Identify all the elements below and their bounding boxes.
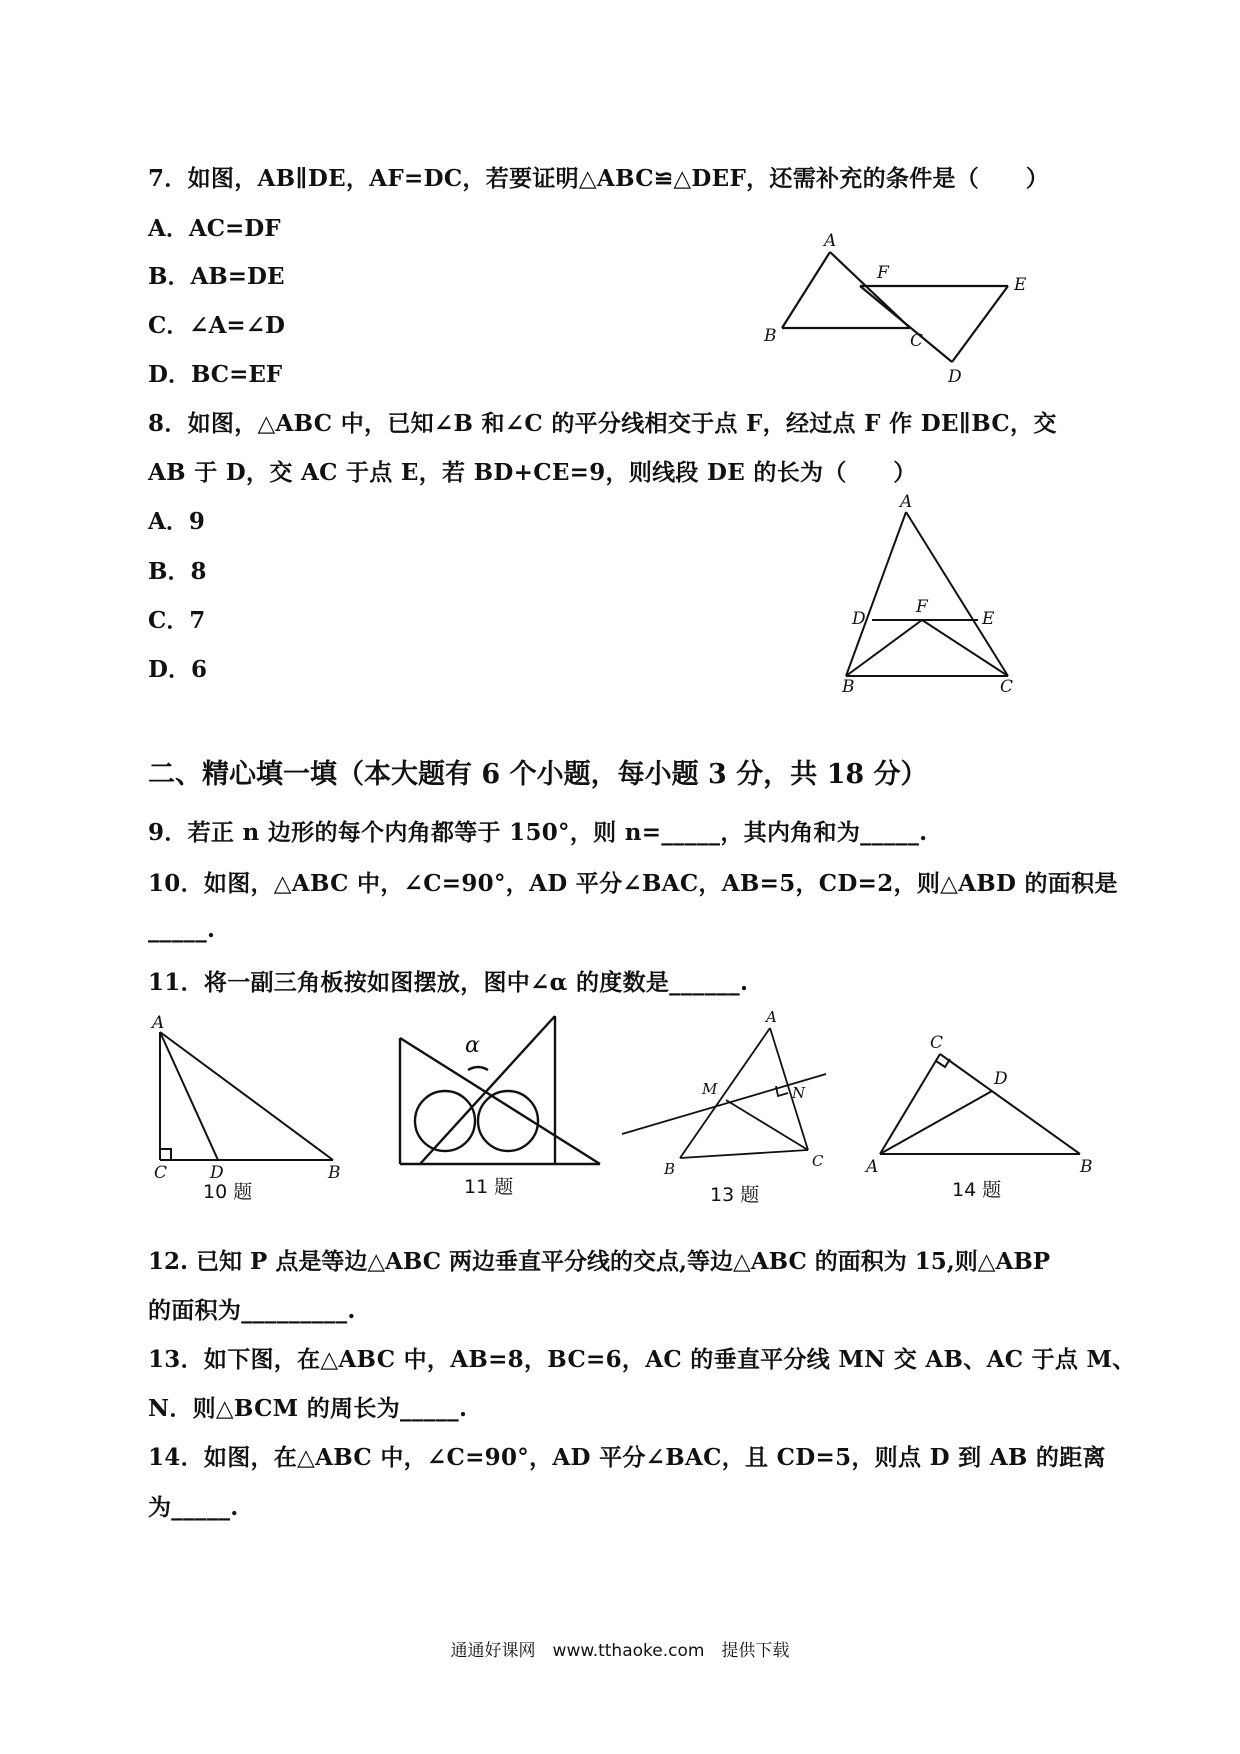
q13-line2: N．则△BCM 的周长为_____.: [148, 1395, 468, 1422]
section2-heading: 二、精心填一填（本大题有 6 个小题，每小题 3 分，共 18 分）: [148, 759, 928, 790]
q8-label-a: A: [900, 494, 913, 512]
q8-label-b: B: [842, 677, 855, 694]
fig14-label-d: D: [994, 1069, 1008, 1089]
q12-line2: 的面积为_________.: [148, 1297, 356, 1324]
fig14-label-a: A: [866, 1157, 879, 1177]
q7-label-c: C: [910, 331, 924, 351]
q12-line1: 12. 已知 P 点是等边△ABC 两边垂直平分线的交点,等边△ABC 的面积为 15,则△ABP: [148, 1248, 1051, 1275]
q7-label-f: F: [877, 263, 889, 283]
q8-label-e: E: [982, 609, 995, 629]
q7-stem: 7．如图，AB∥DE，AF=DC，若要证明△ABC≌△DEF，还需补充的条件是（ ）: [148, 165, 1050, 192]
q7-label-b: B: [764, 326, 777, 346]
q8-label-d: D: [852, 609, 866, 629]
q7-option-c: C．∠A=∠D: [148, 312, 285, 339]
fig11: [390, 1008, 620, 1178]
q10-line2: _____.: [148, 916, 216, 943]
fig14-caption: 14 题: [952, 1179, 1002, 1201]
q14-line1: 14．如图，在△ABC 中，∠C=90°，AD 平分∠BAC，且 CD=5，则点 D 到 AB 的距离: [148, 1444, 1106, 1471]
q8-label-f: F: [916, 597, 928, 617]
fig13-label-n: N: [792, 1084, 806, 1102]
fig13-label-c: C: [812, 1152, 824, 1170]
fig14-label-c: C: [930, 1033, 944, 1053]
q7-label-e: E: [1014, 275, 1027, 295]
q8-label-c: C: [1000, 677, 1014, 694]
fig10-label-b: B: [328, 1163, 341, 1180]
fig11-label-alpha: α: [465, 1033, 480, 1058]
q13-line1: 13．如下图，在△ABC 中，AB=8，BC=6，AC 的垂直平分线 MN 交 AB、AC 于点 M、: [148, 1346, 1136, 1373]
fig10: [148, 1010, 348, 1180]
q8-stem-line1: 8．如图，△ABC 中，已知∠B 和∠C 的平分线相交于点 F，经过点 F 作 DE∥BC，交: [148, 410, 1057, 437]
fig10-label-a: A: [152, 1013, 165, 1033]
q8-option-d: D．6: [148, 656, 207, 683]
q9-text: 9．若正 n 边形的每个内角都等于 150°，则 n=_____，其内角和为_____.: [148, 819, 928, 846]
q7-option-a: A．AC=DF: [148, 215, 281, 242]
fig10-label-c: C: [154, 1163, 168, 1180]
q8-option-a: A．9: [148, 508, 205, 535]
q8-option-b: B．8: [148, 558, 207, 585]
fig10-caption: 10 题: [203, 1181, 253, 1203]
q7-option-d: D．BC=EF: [148, 361, 283, 388]
fig14: [862, 1028, 1102, 1178]
fig13-label-m: M: [702, 1080, 718, 1098]
q8-option-c: C．7: [148, 607, 206, 634]
fig13-caption: 13 题: [710, 1184, 760, 1206]
footer-text: 通通好课网 www.tthaoke.com 提供下载: [450, 1641, 790, 1661]
q7-label-d: D: [948, 367, 962, 387]
q14-line2: 为_____.: [148, 1494, 239, 1521]
fig10-label-d: D: [210, 1163, 224, 1180]
q7-figure: [760, 228, 1040, 388]
fig14-label-b: B: [1080, 1157, 1093, 1177]
q11-text: 11．将一副三角板按如图摆放，图中∠α 的度数是______.: [148, 969, 749, 996]
q7-option-b: B．AB=DE: [148, 263, 285, 290]
q8-stem-line2: AB 于 D，交 AC 于点 E，若 BD+CE=9，则线段 DE 的长为（ ）: [148, 459, 917, 486]
q8-figure: [830, 494, 1030, 694]
fig13: [620, 1002, 840, 1182]
fig11-caption: 11 题: [464, 1176, 514, 1198]
fig13-label-b: B: [664, 1160, 676, 1178]
q7-label-a: A: [824, 231, 837, 251]
q10-line1: 10．如图，△ABC 中，∠C=90°，AD 平分∠BAC，AB=5，CD=2，则△ABD 的面积是: [148, 870, 1118, 897]
fig13-label-a: A: [766, 1008, 777, 1026]
